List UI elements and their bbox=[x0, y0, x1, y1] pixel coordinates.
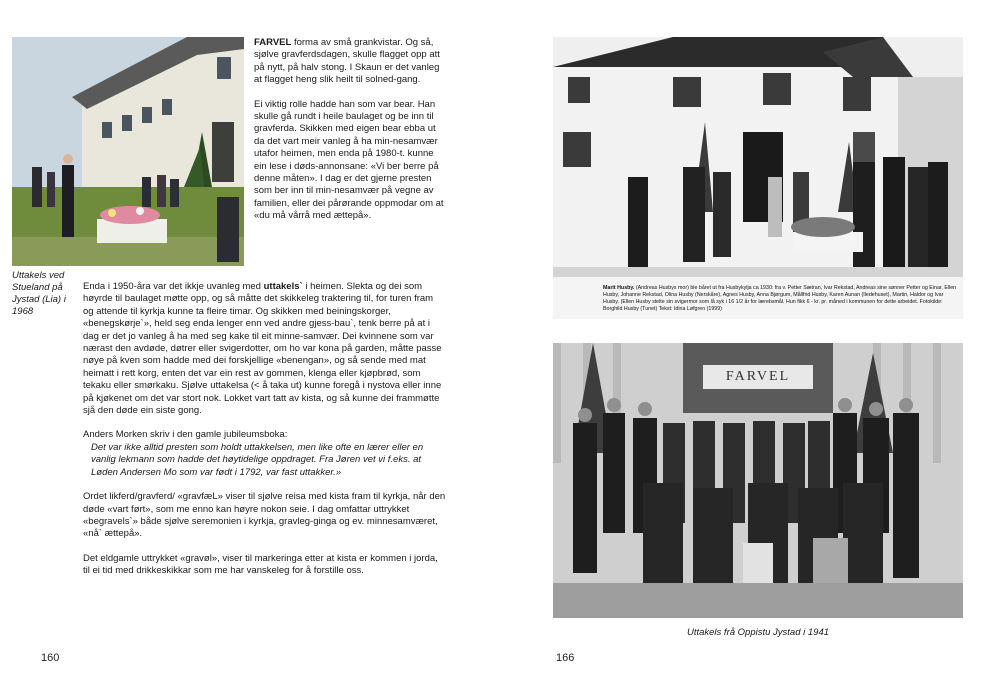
paragraph-bold-term: uttakels` bbox=[263, 281, 303, 292]
husby-bw-photo bbox=[553, 37, 963, 319]
paragraph-uttakels bbox=[83, 281, 446, 417]
paragraph-lead: FARVEL bbox=[254, 37, 292, 48]
paragraph-bear: Ei viktig rolle hadde han som var bear. Han skulle gå rundt i heile baulaget og be inn til gravferda. Skikken med eigen bear ebba ut da det vart meir vanleg å ha min-nesamvær utafor heimen, men enda på 1980-t. kunne ein lese i døds-annonsane: «Vi ber berre på denne måten». I dag er det gjerne presten som ber inn til min-nesamvær på vegne av familien, eller dei pårørande oppmodar om at «du må vårrå med ættepå». bbox=[254, 98, 444, 222]
main-text-column bbox=[83, 281, 446, 578]
caption-name: Marit Husby. bbox=[603, 285, 635, 291]
top-text-column bbox=[254, 37, 446, 223]
funeral-color-photo bbox=[12, 37, 244, 266]
husby-bw-photo-drawing bbox=[553, 37, 963, 319]
farvel-sign: FARVEL bbox=[725, 369, 791, 384]
caption-body: (Andreas Husbys mor) ble båret ut fra Husbykylja ca 1930: fra v. Petter Sætran, Ivar Rekstad, Andreas sine sønner Petter og Einar, Ellen Husby, Johanne Rekstad, Olina Husby (Nerskåre), Agnes Husby, Anna Bjørgum, Mållfrid Husby, Karen Aunan (Iledehuset), Martin, Haldor og Ivar Husby. (Ellen Husby stelte sin svigermor som lå syk i 16 1/2 år for lærebsmål. Hun fikk 6 - kr. pr. måned i kommunen for dette arbeidet. Fotokilde: Borghild Husby (Tunet) Tekst: Idina Løfgren (1999) bbox=[603, 285, 957, 312]
paragraph-farvel bbox=[254, 37, 446, 87]
group-photo-caption: Uttakels frå Oppistu Jystad i 1941 bbox=[686, 627, 830, 638]
paragraph-likferd: Ordet likferd/gravferd/ «gravfæL» viser til sjølve reisa med kista fram til kyrkja, når den døde «vart ført», som me enno kan høyre nokon seie. I dag omfattar uttrykket «begravels`» både sjølve seremonien i kyrkja, gravleg-ginga og ev. minnesamværet, «nå` ættepå». bbox=[83, 491, 446, 540]
color-photo-caption: Uttakels ved Stueland på Jystad (Lia) i 1968 bbox=[12, 270, 66, 317]
paragraph-part: Enda i 1950-åra var det ikkje uvanleg med bbox=[83, 281, 264, 292]
paragraph-gravol: Det eldgamle uttrykket «gravøl», viser til markeringa etter at kista er kommen i jorda, til ei tid med drikkeskikkar som me har vanskeleg for å forstille oss. bbox=[83, 552, 438, 577]
paragraph-quote-intro: Anders Morken skriv i den gamle jubileumsboka: bbox=[83, 429, 288, 441]
paragraph-part: i heimen. Slekta og dei som høyrde til baulaget møtte opp, og så måtte det skikkeleg traktering til, for turen fram og attende til kyrkja kunne ta fleire timar. Og skikken med beiningskorger, «benegskørje`», held seg enda lenger enn ved andre gjess-bau`, tenk berre på at i dag er det jo vanleg å ha med seg kake til eit minne-samvær. Dei kvinnene som var nærast den avdøde, døtrer eller svigerdotter, om ho var kona på garden, måtte passe nøye på kven som hadde med dei forskjellige «benengan», og så sende med mat heimatt i rett korg, enten det var ein rest av gommen, klenga eller kjøpbrød, som tekaku eller smørkaku. Sjølve uttakelsa (< å taka ut) kunne foregå i nystova eller inne på kjøkenet om det var stort nok. Lokket vart tatt av kista, og så kunne dei frammøtte sjå den døde ein siste gong. bbox=[83, 281, 442, 417]
page-number-right: 166 bbox=[556, 652, 575, 664]
page-number-left: 160 bbox=[41, 652, 60, 664]
paragraph-rest: forma av små grankvistar. Og så, sjølve gravferdsdagen, skulle flagget opp att på nytt, på halv stong. I Skaun er det vanleg at flagget heng slik heilt til solned-gang. bbox=[254, 37, 440, 86]
husby-photo-inline-caption bbox=[603, 285, 957, 313]
funeral-color-photo-drawing bbox=[12, 37, 244, 266]
quotation-block: Det var ikke alltid presten som holdt uttakkelsen, men like ofte en lærer eller en vanlig lekmann som hadde det høytidelige oppdraget. Fra Jøren vet vi f.eks. at Løden Andersen Mo som var født i 1792, var fast uttakker.» bbox=[91, 441, 424, 478]
